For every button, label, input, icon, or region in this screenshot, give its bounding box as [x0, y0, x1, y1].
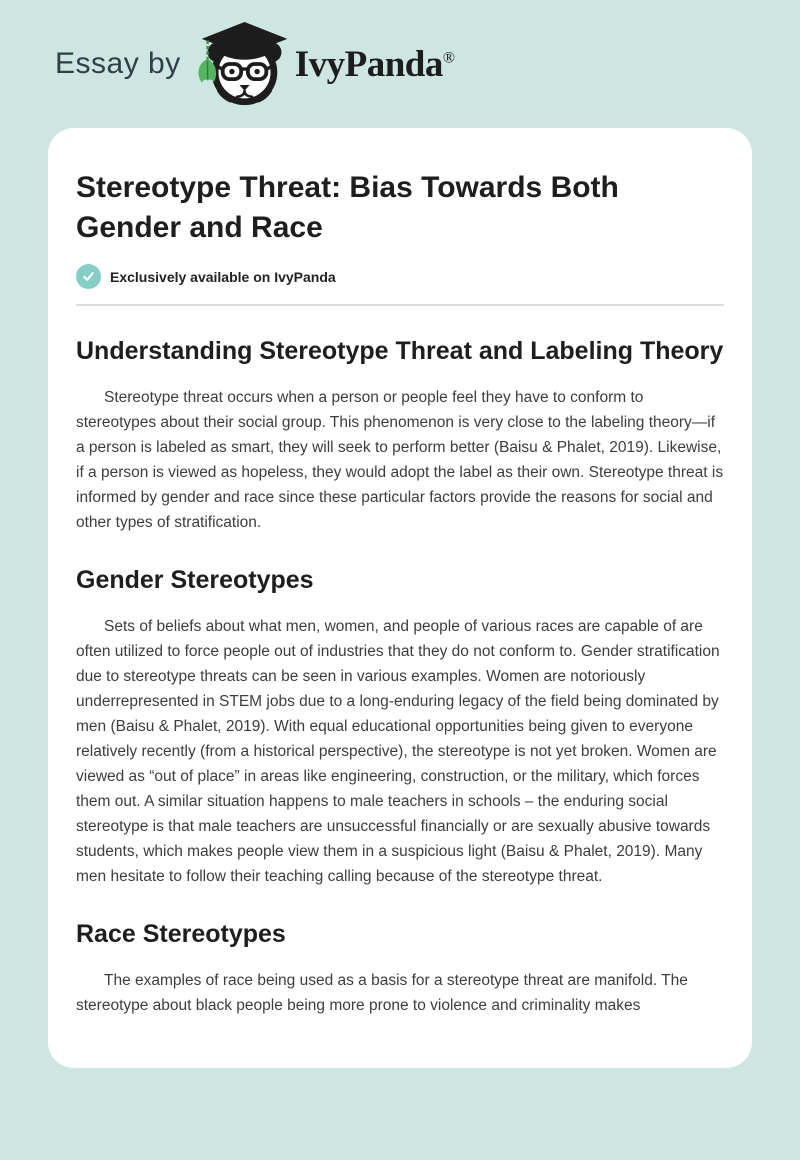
- paragraph: Sets of beliefs about what men, women, and people of various races are capable of are often utilized to force people out of industries that they do not conform to. Gender stratification due to stereotype threats can be seen in various examples. Women are notoriously underrepresented in STEM jobs due to a long-enduring legacy of the field being dominated by men (Baisu & Phalet, 2019). With equal educational opportunities being given to everyone relatively recently (from a historical perspective), the stereotype is not yet broken. Women are viewed as “out of place” in areas like engineering, construction, or the military, which forces them out. A similar situation happens to male teachers in schools – the enduring social stereotype is that male teachers are unsuccessful financially or are sexually abusive towards students, which makes people view them in a suspicious light (Baisu & Phalet, 2019). Many men hesitate to follow their teaching calling because of the stereotype threat.: [76, 618, 720, 885]
- essay-card: [48, 128, 752, 1068]
- section-body: [76, 968, 724, 1018]
- essay-section: [76, 331, 724, 535]
- ivypanda-logo: [195, 20, 455, 108]
- section-body: [76, 614, 724, 889]
- section-heading: Race Stereotypes: [76, 920, 286, 948]
- article-sections: [76, 331, 724, 1018]
- page-title: Stereotype Threat: Bias Towards Both Gender and Race: [76, 171, 619, 244]
- brand-name: IvyPanda®: [294, 43, 455, 85]
- exclusive-badge-label: Exclusively available on IvyPanda: [110, 268, 336, 285]
- essay-by-label: Essay by: [55, 47, 181, 80]
- check-icon: [76, 264, 101, 289]
- essay-section: [76, 560, 724, 889]
- divider: [76, 304, 724, 306]
- registered-mark: ®: [442, 49, 455, 67]
- panda-graduate-icon: [195, 20, 289, 108]
- section-heading: Understanding Stereotype Threat and Labeling Theory: [76, 337, 724, 365]
- exclusive-badge: [76, 264, 724, 289]
- paragraph: The examples of race being used as a basis for a stereotype threat are manifold. The stereotype about black people being more prone to violence and criminality makes: [76, 972, 688, 1014]
- paragraph: Stereotype threat occurs when a person or people feel they have to conform to stereotypes about their social group. This phenomenon is very close to the labeling theory—if a person is labeled as smart, they will seek to perform better (Baisu & Phalet, 2019). Likewise, if a person is viewed as hopeless, they would adopt the label as their own. Stereotype threat is informed by gender and race since these particular factors provide the reasons for social and other types of stratification.: [76, 389, 724, 531]
- essay-section: [76, 914, 724, 1018]
- section-heading: Gender Stereotypes: [76, 566, 314, 594]
- site-header: [0, 0, 800, 128]
- section-body: [76, 385, 724, 535]
